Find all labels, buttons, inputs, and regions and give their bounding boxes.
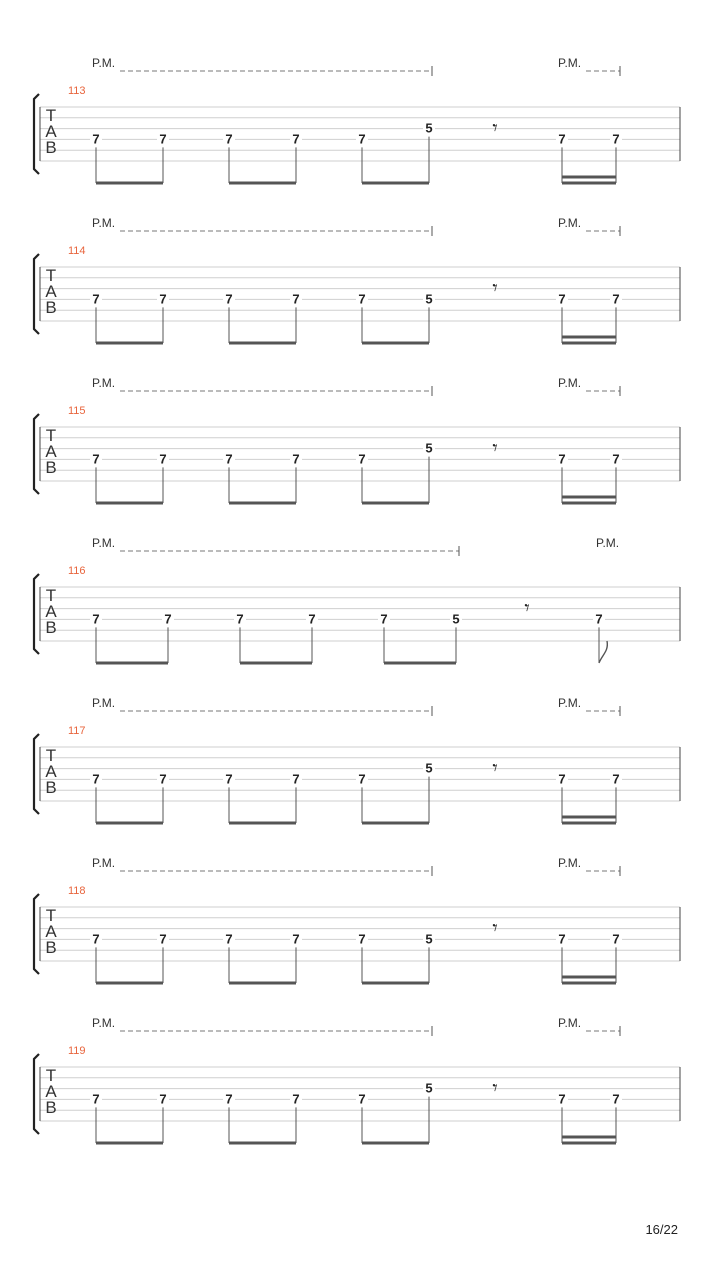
fret-number: 7 bbox=[612, 451, 620, 467]
palm-mute-label: P.M. bbox=[558, 216, 582, 230]
fret-number: 7 bbox=[164, 611, 172, 627]
measure-number: 115 bbox=[68, 405, 86, 417]
fret-number: 7 bbox=[292, 1091, 300, 1107]
tab-clef-letter: B bbox=[45, 1098, 57, 1117]
tab-clef-letter: A bbox=[45, 922, 57, 941]
tab-clef-letter: T bbox=[45, 906, 57, 925]
fret-number: 7 bbox=[358, 771, 366, 787]
palm-mute-label: P.M. bbox=[558, 856, 582, 870]
fret-number: 7 bbox=[558, 131, 566, 147]
fret-number: 7 bbox=[558, 931, 566, 947]
page-number: 16/22 bbox=[645, 1222, 678, 1237]
system-bracket bbox=[34, 574, 39, 654]
fret-number: 7 bbox=[225, 291, 233, 307]
fret-number: 7 bbox=[358, 131, 366, 147]
system-bracket bbox=[34, 94, 39, 174]
palm-mute-label: P.M. bbox=[92, 536, 116, 550]
fret-number: 7 bbox=[225, 931, 233, 947]
eighth-rest: 𝄾 bbox=[492, 755, 498, 780]
fret-number: 7 bbox=[308, 611, 316, 627]
tab-clef-letter: T bbox=[45, 426, 57, 445]
fret-number: 7 bbox=[558, 451, 566, 467]
fret-number: 7 bbox=[159, 771, 167, 787]
system-bracket bbox=[34, 894, 39, 974]
palm-mute-label: P.M. bbox=[92, 216, 116, 230]
palm-mute-label: P.M. bbox=[558, 376, 582, 390]
fret-number: 7 bbox=[92, 931, 100, 947]
tab-clef-letter: A bbox=[45, 602, 57, 621]
palm-mute-label: P.M. bbox=[596, 536, 620, 550]
system-bracket bbox=[34, 1054, 39, 1134]
fret-number: 7 bbox=[92, 291, 100, 307]
fret-number: 7 bbox=[358, 291, 366, 307]
fret-number: 7 bbox=[225, 771, 233, 787]
fret-number: 7 bbox=[358, 451, 366, 467]
eighth-rest: 𝄾 bbox=[492, 435, 498, 460]
fret-number: 7 bbox=[92, 771, 100, 787]
measure-number: 116 bbox=[68, 565, 86, 577]
measure-number: 119 bbox=[68, 1045, 86, 1057]
system-bracket bbox=[34, 254, 39, 334]
fret-number: 7 bbox=[558, 291, 566, 307]
tab-clef-letter: B bbox=[45, 458, 57, 477]
eighth-rest: 𝄾 bbox=[492, 275, 498, 300]
fret-number: 7 bbox=[159, 931, 167, 947]
measure-number: 117 bbox=[68, 725, 86, 737]
system-bracket bbox=[34, 734, 39, 814]
tab-clef-letter: B bbox=[45, 138, 57, 157]
fret-number: 7 bbox=[612, 1091, 620, 1107]
fret-number: 7 bbox=[380, 611, 388, 627]
fret-number: 5 bbox=[425, 120, 433, 136]
fret-number: 5 bbox=[425, 760, 433, 776]
tab-clef-letter: T bbox=[45, 746, 57, 765]
fret-number: 7 bbox=[292, 131, 300, 147]
palm-mute-label: P.M. bbox=[92, 56, 116, 70]
fret-number: 7 bbox=[595, 611, 603, 627]
eighth-rest: 𝄾 bbox=[524, 595, 530, 620]
fret-number: 7 bbox=[612, 771, 620, 787]
tab-clef-letter: A bbox=[45, 442, 57, 461]
fret-number: 5 bbox=[425, 440, 433, 456]
palm-mute-label: P.M. bbox=[558, 1016, 582, 1030]
fret-number: 7 bbox=[358, 1091, 366, 1107]
fret-number: 7 bbox=[92, 451, 100, 467]
palm-mute-label: P.M. bbox=[558, 56, 582, 70]
tab-clef-letter: A bbox=[45, 282, 57, 301]
fret-number: 7 bbox=[558, 771, 566, 787]
eighth-rest: 𝄾 bbox=[492, 115, 498, 140]
fret-number: 7 bbox=[225, 1091, 233, 1107]
fret-number: 7 bbox=[292, 451, 300, 467]
tab-clef-letter: T bbox=[45, 106, 57, 125]
tab-clef-letter: B bbox=[45, 298, 57, 317]
fret-number: 7 bbox=[92, 131, 100, 147]
system-bracket bbox=[34, 414, 39, 494]
palm-mute-label: P.M. bbox=[92, 1016, 116, 1030]
tab-clef-letter: A bbox=[45, 1082, 57, 1101]
fret-number: 7 bbox=[159, 131, 167, 147]
fret-number: 7 bbox=[612, 291, 620, 307]
tab-clef-letter: B bbox=[45, 778, 57, 797]
fret-number: 7 bbox=[159, 451, 167, 467]
fret-number: 7 bbox=[558, 1091, 566, 1107]
fret-number: 5 bbox=[452, 611, 460, 627]
tab-clef-letter: T bbox=[45, 266, 57, 285]
palm-mute-label: P.M. bbox=[558, 696, 582, 710]
measure-number: 118 bbox=[68, 885, 86, 897]
fret-number: 7 bbox=[159, 291, 167, 307]
fret-number: 5 bbox=[425, 931, 433, 947]
fret-number: 7 bbox=[225, 451, 233, 467]
eighth-rest: 𝄾 bbox=[492, 1075, 498, 1100]
tab-clef-letter: A bbox=[45, 122, 57, 141]
tab-clef-letter: B bbox=[45, 938, 57, 957]
fret-number: 7 bbox=[292, 771, 300, 787]
tab-clef-letter: T bbox=[45, 1066, 57, 1085]
tab-clef-letter: B bbox=[45, 618, 57, 637]
palm-mute-label: P.M. bbox=[92, 376, 116, 390]
note-flag bbox=[599, 641, 607, 663]
fret-number: 7 bbox=[612, 131, 620, 147]
fret-number: 7 bbox=[292, 291, 300, 307]
fret-number: 7 bbox=[612, 931, 620, 947]
fret-number: 5 bbox=[425, 1080, 433, 1096]
fret-number: 7 bbox=[92, 611, 100, 627]
tab-clef-letter: A bbox=[45, 762, 57, 781]
palm-mute-label: P.M. bbox=[92, 856, 116, 870]
tab-clef-letter: T bbox=[45, 586, 57, 605]
measure-number: 113 bbox=[68, 85, 86, 97]
eighth-rest: 𝄾 bbox=[492, 915, 498, 940]
fret-number: 7 bbox=[236, 611, 244, 627]
fret-number: 5 bbox=[425, 291, 433, 307]
fret-number: 7 bbox=[225, 131, 233, 147]
fret-number: 7 bbox=[159, 1091, 167, 1107]
palm-mute-label: P.M. bbox=[92, 696, 116, 710]
fret-number: 7 bbox=[92, 1091, 100, 1107]
fret-number: 7 bbox=[292, 931, 300, 947]
fret-number: 7 bbox=[358, 931, 366, 947]
measure-number: 114 bbox=[68, 245, 86, 257]
